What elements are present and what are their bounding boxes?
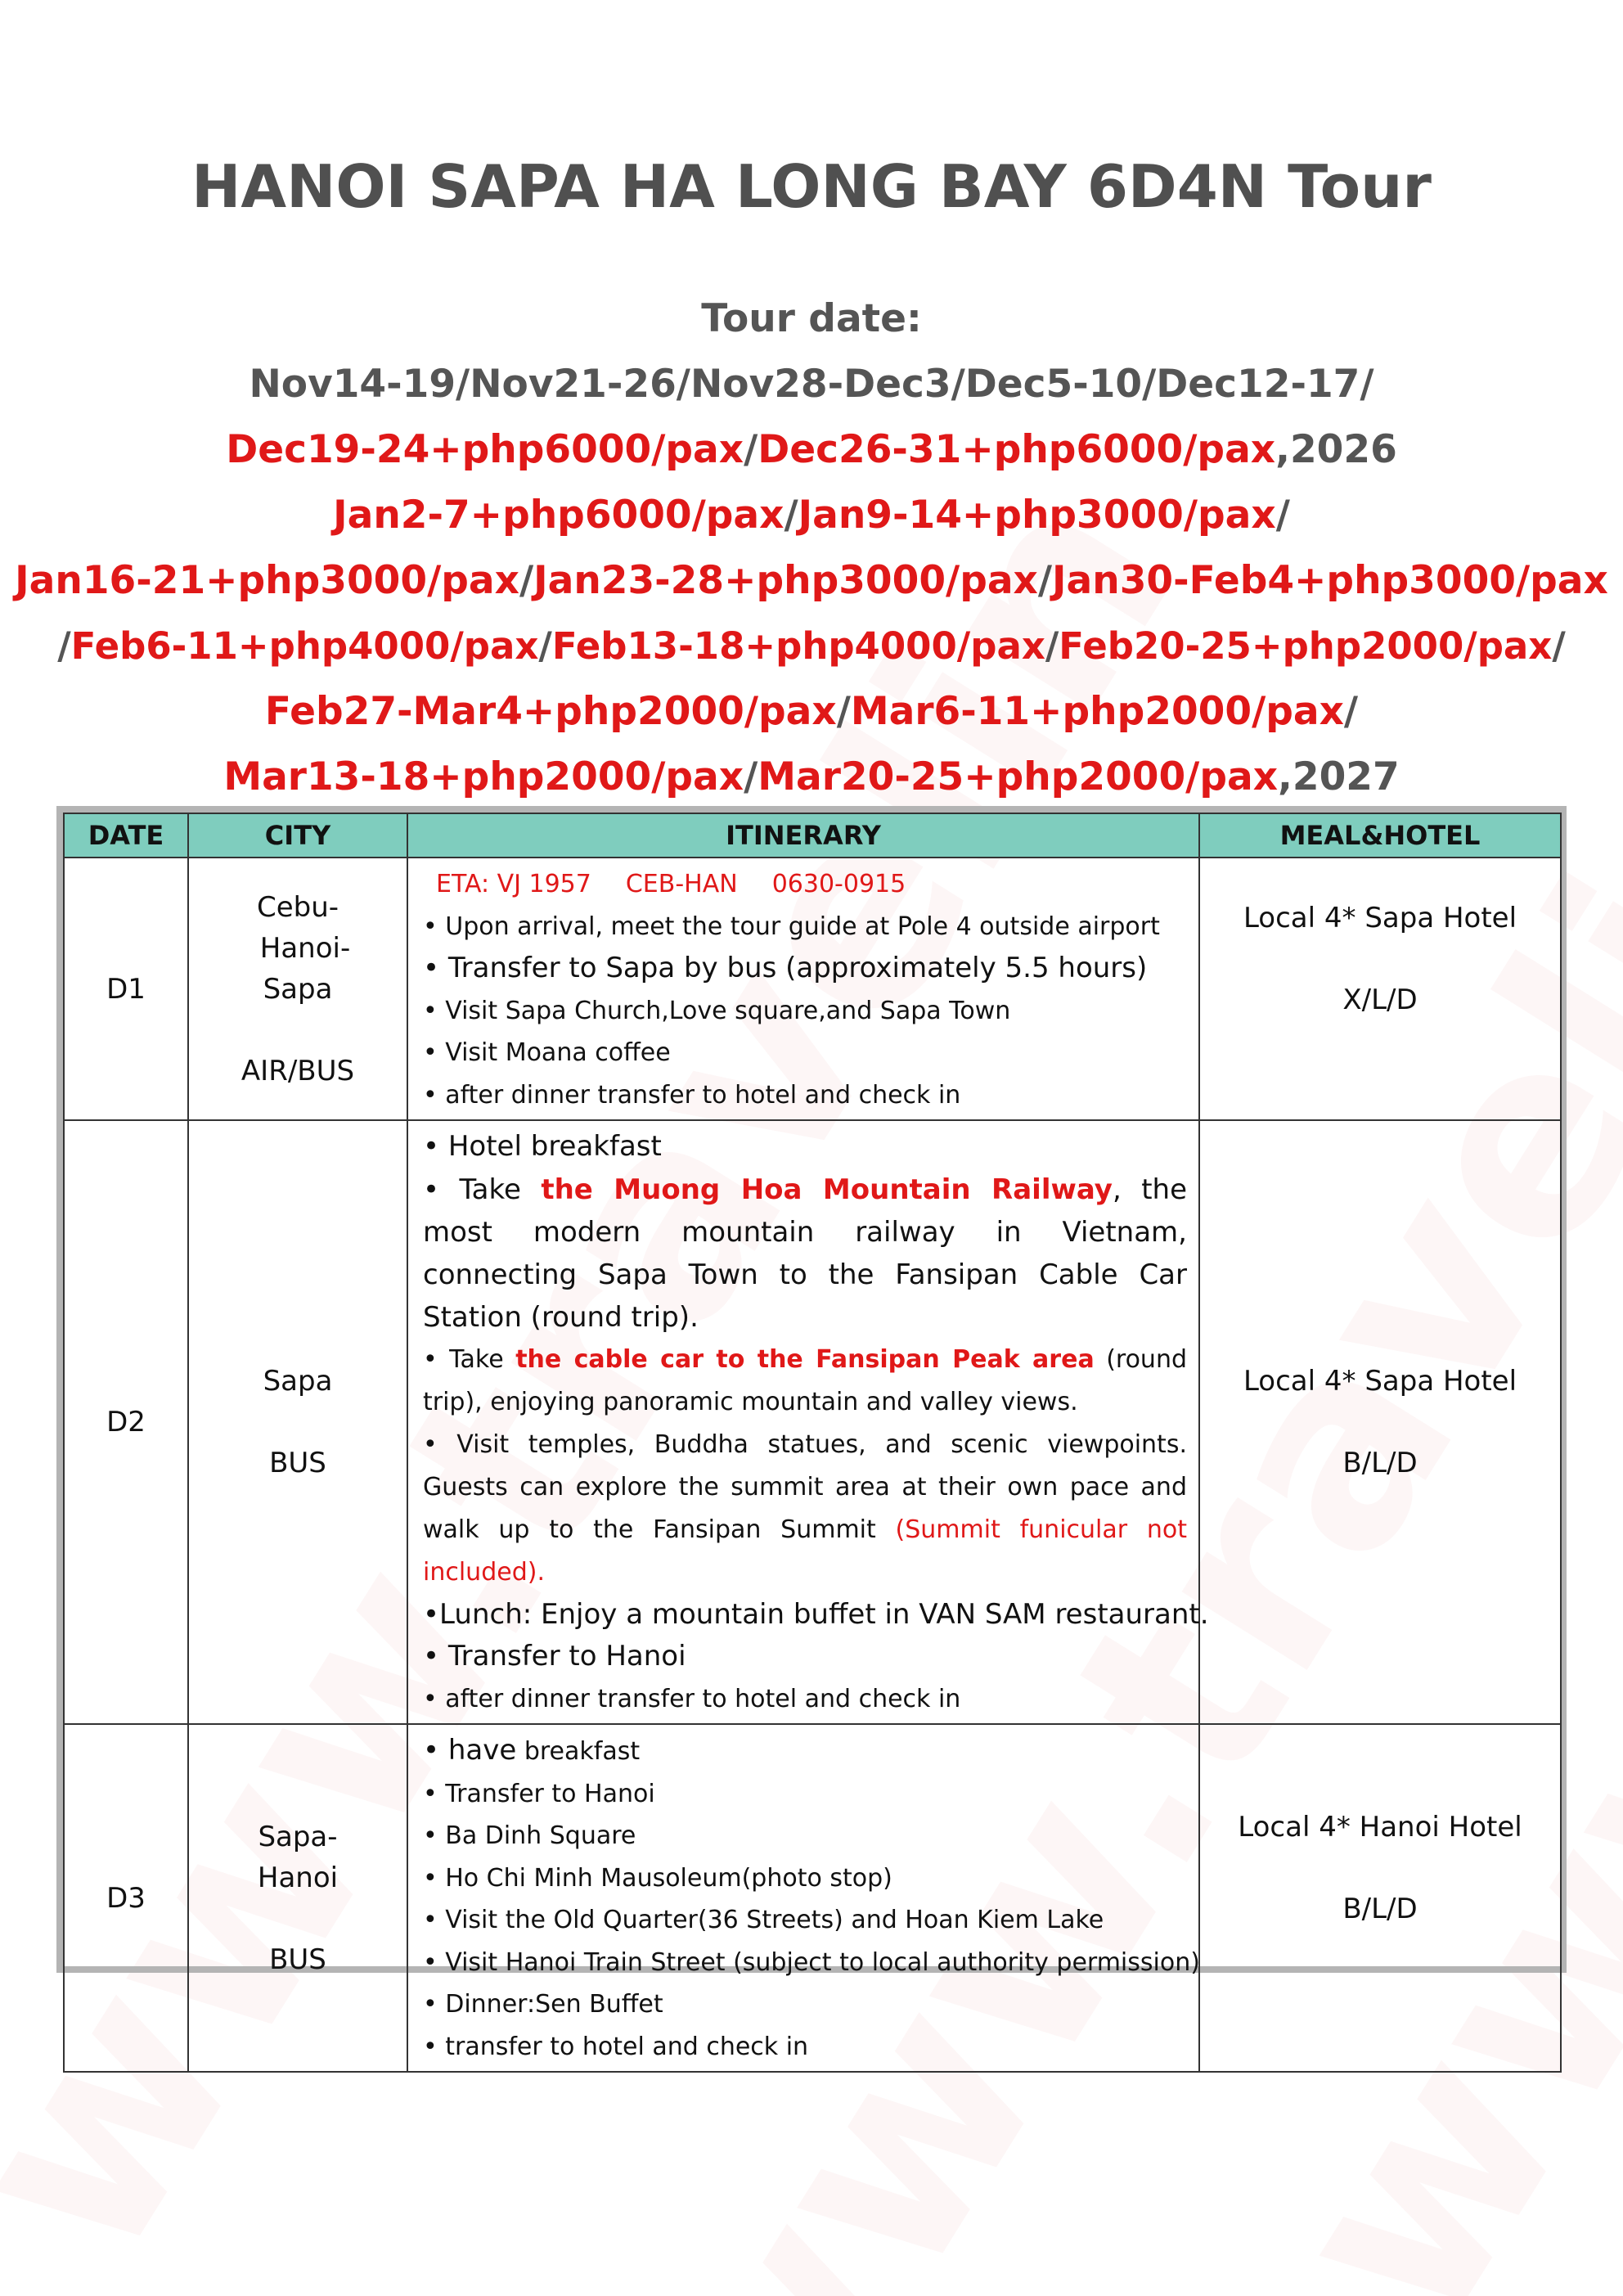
hotel-name: Local 4* Sapa Hotel <box>1243 1365 1517 1398</box>
date-separator: / <box>744 427 758 472</box>
city-line: Cebu- <box>256 890 339 924</box>
meal-plan: B/L/D <box>1342 1447 1418 1479</box>
meal-hotel-cell <box>1199 1120 1561 1724</box>
city-line: Sapa- <box>258 1820 338 1853</box>
list-item: • after dinner transfer to hotel and check in <box>423 1080 961 1110</box>
city-cell <box>188 1120 407 1724</box>
list-item: • Dinner:Sen Buffet <box>423 1990 663 2019</box>
date-separator: / <box>836 689 851 734</box>
list-item: • Transfer to Hanoi <box>423 1640 686 1672</box>
date-line <box>0 679 1623 745</box>
list-item: • Ba Dinh Square <box>423 1821 636 1850</box>
itinerary-table <box>56 806 1567 2061</box>
date-separator: Nov14-19/Nov21-26/Nov28-Dec3/Dec5-10/Dec12-17/ <box>249 362 1374 407</box>
hotel-name: Local 4* Sapa Hotel <box>1243 902 1517 934</box>
list-item: • Visit Moana coffee <box>423 1038 671 1067</box>
list-item: • Take the Muong Hoa Mountain Railway, the most modern mountain railway in Vietnam, connecting Sapa Town to the Fansipan Cable Car Station (round trip). <box>423 1173 1188 1334</box>
list-item: • Visit Sapa Church,Love square,and Sapa Town <box>423 996 1011 1025</box>
list-item: • Transfer to Sapa by bus (approximately 5.5 hours) <box>423 952 1148 984</box>
date-line <box>0 548 1623 614</box>
table-row <box>64 858 1561 1120</box>
list-item: • Upon arrival, meet the tour guide at Pole 4 outside airport <box>423 912 1160 941</box>
list-item: • Hotel breakfast <box>423 1130 662 1163</box>
list-item: • Visit the Old Quarter(36 Streets) and Hoan Kiem Lake <box>423 1906 1104 1934</box>
date-price-segment: Feb27-Mar4+php2000/pax <box>264 689 837 734</box>
flight-info: ETA: VJ 1957 CEB-HAN 0630-0915 <box>436 870 906 898</box>
meal-plan: B/L/D <box>1342 1893 1418 1925</box>
date-separator: / <box>519 558 534 603</box>
date-price-segment: Feb13-18+php4000/pax <box>551 624 1045 668</box>
city-cell <box>188 1724 407 2072</box>
date-price-segment: Jan9-14+php3000/pax <box>798 493 1276 538</box>
meal-hotel-cell <box>1199 858 1561 1120</box>
meal-hotel-cell <box>1199 1724 1561 2072</box>
city-line: Sapa <box>263 1365 333 1398</box>
header-itinerary: ITINERARY <box>407 813 1199 858</box>
itinerary-cell <box>407 1724 1199 2072</box>
date-price-segment: Mar6-11+php2000/pax <box>850 689 1344 734</box>
date-price-segment: Jan30-Feb4+php3000/pax <box>1052 558 1608 603</box>
date-separator: / <box>1552 624 1566 668</box>
date-separator: / <box>1037 558 1053 603</box>
list-item: • transfer to hotel and check in <box>423 2032 809 2061</box>
date-separator: / <box>784 493 798 538</box>
table-row <box>64 1724 1561 2072</box>
table-header-row <box>64 813 1561 858</box>
city-transport: BUS <box>269 1943 326 1976</box>
day-cell: D1 <box>64 858 188 1120</box>
date-line <box>0 483 1623 548</box>
day-cell: D3 <box>64 1724 188 2072</box>
date-separator: / <box>1343 689 1359 734</box>
header-date: DATE <box>64 813 188 858</box>
list-item: •Lunch: Enjoy a mountain buffet in VAN SAM restaurant. <box>423 1597 1209 1631</box>
list-item: • have breakfast <box>423 1734 641 1767</box>
city-transport: AIR/BUS <box>241 1054 355 1087</box>
date-price-segment: Jan16-21+php3000/pax <box>15 558 519 603</box>
tour-dates <box>0 286 1623 810</box>
itinerary-cell <box>407 858 1199 1120</box>
date-price-segment: Jan2-7+php6000/pax <box>333 493 785 538</box>
date-separator: / <box>538 624 552 668</box>
date-separator: / <box>744 754 758 799</box>
date-price-segment: Mar20-25+php2000/pax <box>758 754 1279 799</box>
day-cell: D2 <box>64 1120 188 1724</box>
header-meal-hotel: MEAL&HOTEL <box>1199 813 1561 858</box>
list-item: • Ho Chi Minh Mausoleum(photo stop) <box>423 1863 892 1893</box>
list-item: • Visit temples, Buddha statues, and scenic viewpoints. Guests can explore the summit area at their own pace and walk up to the Fansipan Summit (Summit funicular not included). <box>423 1429 1187 1587</box>
date-price-segment: Jan23-28+php3000/pax <box>533 558 1038 603</box>
table-row <box>64 1120 1561 1724</box>
header-city: CITY <box>188 813 407 858</box>
date-price-segment: Feb6-11+php4000/pax <box>70 624 539 668</box>
date-line <box>0 614 1623 679</box>
date-line <box>0 417 1623 483</box>
date-price-segment: Feb20-25+php2000/pax <box>1059 624 1553 668</box>
date-separator: ,2027 <box>1278 754 1400 799</box>
date-separator: / <box>1045 624 1059 668</box>
city-cell <box>188 858 407 1120</box>
list-item: • Transfer to Hanoi <box>423 1779 655 1808</box>
list-item: • Visit Hanoi Train Street (subject to local authority permission) <box>423 1947 1200 1977</box>
meal-plan: X/L/D <box>1342 984 1418 1016</box>
date-line <box>0 745 1623 810</box>
date-price-segment: Dec19-24+php6000/pax <box>226 427 744 472</box>
date-separator: ,2026 <box>1275 427 1397 472</box>
list-item: • after dinner transfer to hotel and check in <box>423 1684 961 1713</box>
city-line: Hanoi <box>257 1861 339 1894</box>
page-title: HANOI SAPA HA LONG BAY 6D4N Tour <box>191 152 1432 221</box>
date-separator: / <box>57 624 71 668</box>
city-line: Sapa <box>263 972 333 1006</box>
date-separator: / <box>1275 493 1290 538</box>
itinerary-cell <box>407 1120 1209 1724</box>
city-line: Hanoi- <box>259 931 351 965</box>
hotel-name: Local 4* Hanoi Hotel <box>1238 1811 1522 1844</box>
list-item: • Take the cable car to the Fansipan Peak area (round trip), enjoying panoramic mountain and valley views. <box>423 1344 1187 1416</box>
date-price-segment: Mar13-18+php2000/pax <box>223 754 744 799</box>
tour-date-label: Tour date: <box>701 296 922 341</box>
date-line <box>0 352 1623 417</box>
date-price-segment: Dec26-31+php6000/pax <box>758 427 1276 472</box>
city-transport: BUS <box>269 1447 326 1479</box>
